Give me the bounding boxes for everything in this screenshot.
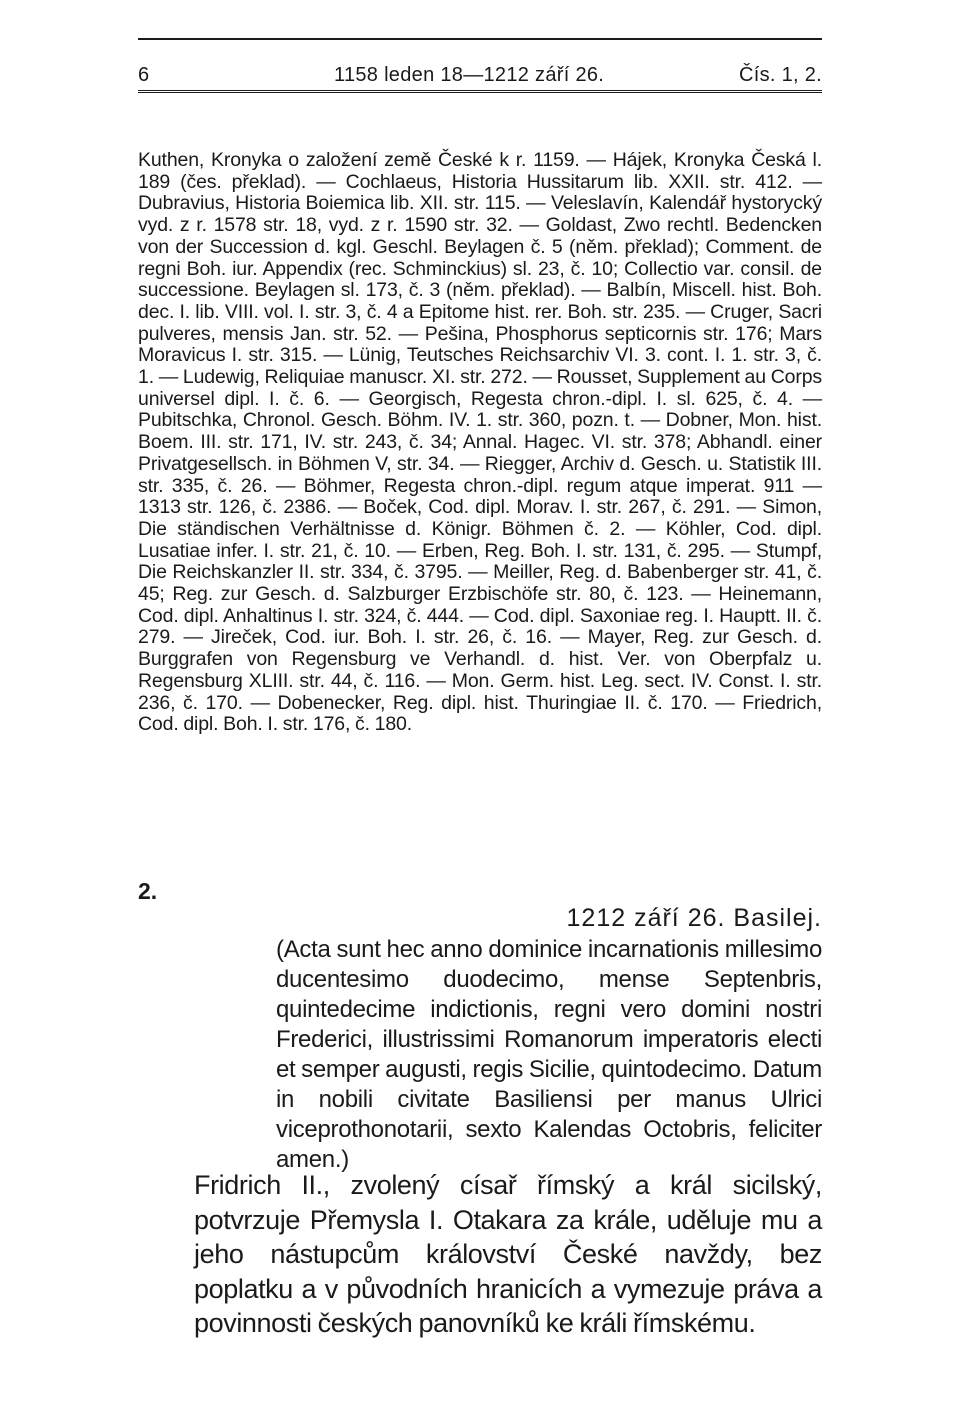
document-dateline: 1212 září 26. Basilej. [566,904,822,932]
header-date-range: 1158 leden 18—1212 září 26. [334,64,605,86]
header-top-rule [138,38,822,40]
page-number: 6 [138,64,150,86]
bibliography-references: Kuthen, Kronyka o založení země České k r. 1159. — Hájek, Kronyka Česká l. 189 (čes. překlad). — Cochlaeus, Historia Hussitarum lib. XXII. str. 412. — Dubravius, Historia Boiemica lib. XII. str. 115. — Veleslavín, Kalendář hystorycký vyd. z r. 1578 str. 18, vyd. z r. 1590 str. 32. — Goldast, Zwo rechtl. Bedencken von der Succession d. kgl. Geschl. Beylagen č. 5 (něm. překlad); Comment. de regni Boh. iur. Appendix (rec. Schminckius) sl. 23, č. 10; Collectio var. consil. de successione. Beylagen sl. 173, č. 3 (něm. překlad). — Balbín, Miscell. hist. Boh. dec. I. lib. VIII. vol. I. str. 3, č. 4 a Epitome hist. rer. Boh. str. 235. — Cruger, Sacri pulveres, mensis Jan. str. 52. — Pešina, Phosphorus septicornis str. 176; Mars Moravicus I. str. 315. — Lünig, Teutsches Reichsarchiv VI. 3. cont. I. 1. str. 3, č. 1. — Ludewig, Reliquiae manuscr. XI. str. 272. — Rousset, Supplement au Corps universel dipl. I. č. 6. — Georgisch, Regesta chron.-dipl. I. sl. 625, č. 4. — Pubitschka, Chronol. Gesch. Böhm. IV. 1. str. 360, pozn. t. — Dobner, Mon. hist. Boem. III. str. 171, IV. str. 243, č. 34; Annal. Hagec. VI. str. 378; Abhandl. einer Privatgesellsch. in Böhmen V, str. 34. — Riegger, Archiv d. Gesch. u. Statistik III. str. 335, č. 26. — Böhmer, Regesta chron.-dipl. regum atque imperat. 911 — 1313 str. 126, č. 2386. — Boček, Cod. dipl. Morav. I. str. 267, č. 291. — Simon, Die ständischen Verhältnisse d. Königr. Böhmen č. 2. — Köhler, Cod. dipl. Lusatiae infer. I. str. 21, č. 10. — Erben, Reg. Boh. I. str. 131, č. 295. — Stumpf, Die Reichskanzler II. str. 334, č. 3795. — Meiller, Reg. d. Babenberger str. 41, č. 45; Reg. zur Gesch. d. Salzburger Erzbischöfe str. 80, č. 123. — Heinemann, Cod. dipl. Anhaltinus I. str. 324, č. 444. — Cod. dipl. Saxoniae reg. I. Hauptt. II. č. 279. — Jireček, Cod. iur. Boh. I. str. 26, č. 16. — Mayer, Reg. zur Gesch. d. Burggrafen von Regensburg ve Verhandl. d. hist. Ver. von Oberpfalz u. Regensburg XLIII. str. 44, č. 116. — Mon. Germ. hist. Leg. sect. IV. Const. I. str. 236, č. 170. — Dobenecker, Reg. dipl. hist. Thuringiae II. č. 170. — Friedrich, Cod. dipl. Boh. I. str. 176, č. 180. [138,149,822,736]
document-number: 2. [138,878,158,904]
header-item-numbers: Čís. 1, 2. [738,64,822,86]
document-datatio: (Acta sunt hec anno dominice incarnationis millesimo ducentesimo duodecimo, mense Septenbris, quintedecime indictionis, regni vero domini nostri Frederici, illustrissimi Romanorum imperatoris electi et semper augusti, regis Sicilie, quintodecimo. Datum in nobili civitate Basiliensi per manus Ulrici viceprothonotarii, sexto Kalendas Octobris, feliciter amen.) [276,936,822,1173]
document-regest: Fridrich II., zvolený císař římský a král sicilský, potvrzuje Přemysla I. Otakara za krále, uděluje mu a jeho nástupcům království České navždy, bez poplatku a v původních hranicích a vymezuje práva a povinnosti českých panovníků ke králi římskému. [194,1170,822,1338]
page-header [138,38,822,90]
header-bottom-rule [138,90,822,93]
